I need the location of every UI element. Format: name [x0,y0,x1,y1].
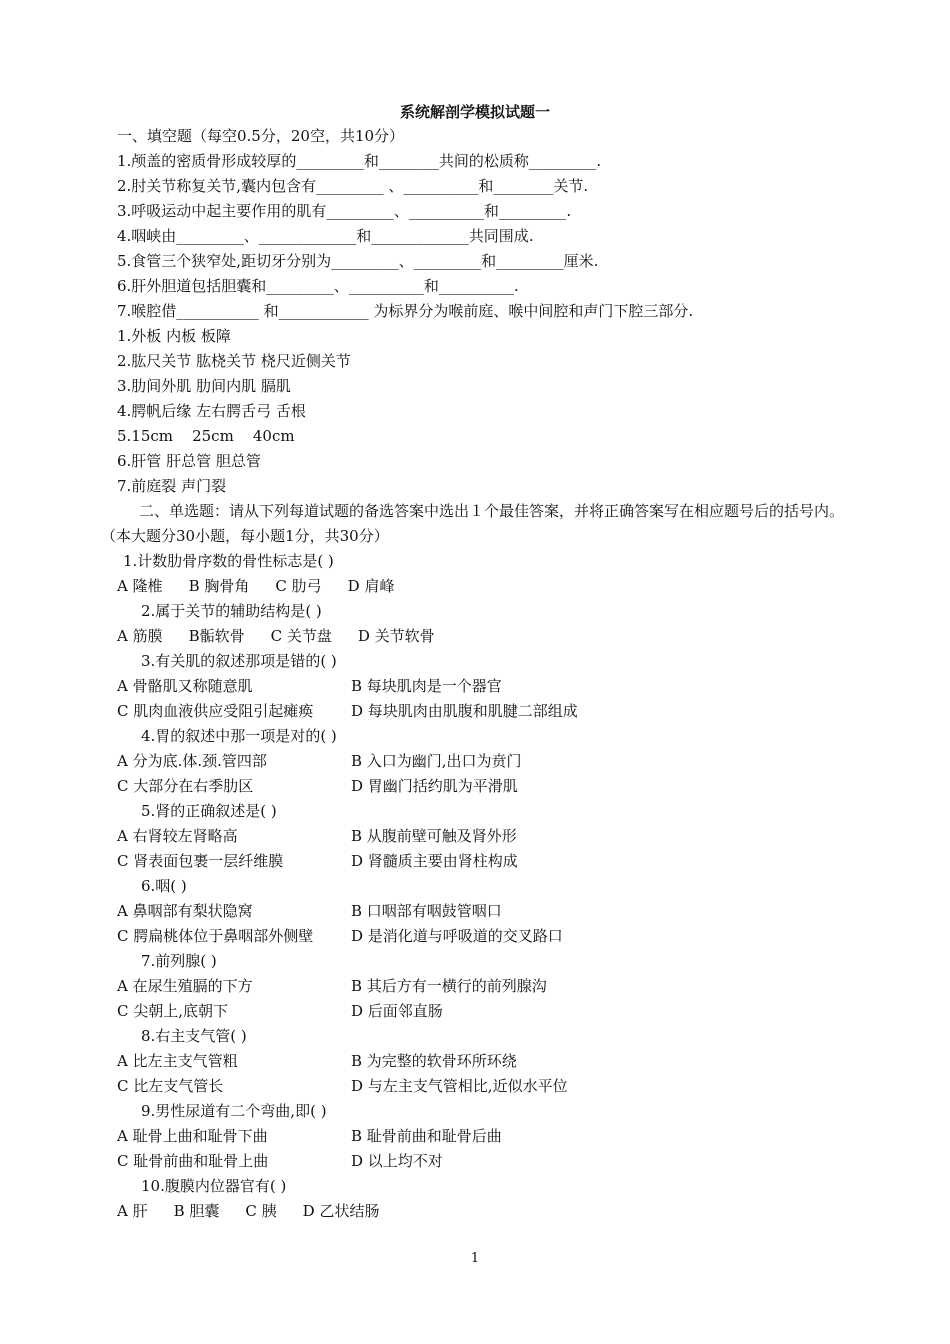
answer-option: C 比左支气管长 [117,1077,224,1095]
question-stem: 1.计数肋骨序数的骨性标志是( ) [123,552,334,570]
answer-option: A 在尿生殖膈的下方 [117,977,253,995]
answer-option: A 比左主支气管粗 [117,1052,238,1070]
fill-question: 3.呼吸运动中起主要作用的肌有_________、__________和_________. [117,202,572,220]
section1-heading: 一、填空题（每空0.5分，20空，共10分） [117,127,405,145]
option-row [117,849,857,874]
fill-answer: 6.肝管 肝总管 胆总管 [117,452,261,470]
answer-option: C 大部分在右季肋区 [117,777,254,795]
answer-option: C 胰 [245,1202,277,1220]
option-row [117,899,857,924]
fill-question: 7.喉腔借___________ 和____________ 为标界分为喉前庭、喉中间腔和声门下腔三部分. [117,302,694,320]
option-row [117,924,857,949]
answer-option: B 胆囊 [173,1202,220,1220]
answer-option: B 为完整的软骨环所环绕 [351,1052,517,1070]
option-row [117,1149,857,1174]
fill-in-answers [117,324,857,499]
question-stem: 2.属于关节的辅助结构是( ) [141,602,322,620]
answer-option: B 胸骨角 [188,577,250,595]
question-stem: 4.胃的叙述中那一项是对的( ) [141,727,337,745]
fill-answer: 1.外板 内板 板障 [117,327,231,345]
answer-option: D 肩峰 [347,577,395,595]
answer-option: C 肾表面包裹一层纤维膜 [117,852,284,870]
answer-option: A 右肾较左肾略高 [117,827,238,845]
page-title: 系统解剖学模拟试题一 [399,103,550,121]
option-row [117,974,857,999]
question-stem: 5.肾的正确叙述是( ) [141,802,277,820]
answer-option: A 肝 [117,1202,148,1220]
answer-option: C 腭扁桃体位于鼻咽部外侧壁 [117,927,314,945]
answer-option: B 其后方有一横行的前列腺沟 [351,977,547,995]
fill-question: 5.食管三个狭窄处,距切牙分别为_________、_________和_________厘米. [117,252,599,270]
answer-option: D 后面邻直肠 [351,1002,443,1020]
answer-option: B 耻骨前曲和耻骨后曲 [351,1127,502,1145]
question-stem: 6.咽( ) [141,877,187,895]
answer-option: C 肌肉血液供应受阻引起瘫痪 [117,702,314,720]
answer-option: A 分为底.体.颈.管四部 [117,752,267,770]
fill-answer: 4.腭帆后缘 左右腭舌弓 舌根 [117,402,306,420]
option-row [117,1124,857,1149]
option-row [117,749,857,774]
option-row [117,1049,857,1074]
answer-option: D 关节软骨 [357,627,435,645]
question-stem: 10.腹膜内位器官有( ) [141,1177,287,1195]
answer-option: C 肋弓 [275,577,322,595]
answer-option: D 是消化道与呼吸道的交叉路口 [351,927,563,945]
question-stem: 3.有关肌的叙述那项是错的( ) [141,652,337,670]
option-row [117,574,857,599]
question-stem: 9.男性尿道有二个弯曲,即( ) [141,1102,327,1120]
fill-answer: 2.肱尺关节 肱桡关节 桡尺近侧关节 [117,352,351,370]
answer-option: A 筋膜 [117,627,163,645]
question-stem: 8.右主支气管( ) [141,1027,247,1045]
document-body [101,124,857,1224]
multiple-choice-questions [117,549,857,1224]
option-row [117,824,857,849]
option-row [117,1199,857,1224]
fill-answer: 7.前庭裂 声门裂 [117,477,227,495]
fill-question: 4.咽峡由_________、_____________和_____________共同围成. [117,227,534,245]
answer-option: A 鼻咽部有梨状隐窝 [117,902,253,920]
answer-option: C 耻骨前曲和耻骨上曲 [117,1152,269,1170]
answer-option: A 骨骼肌又称随意肌 [117,677,253,695]
answer-option: D 肾髓质主要由肾柱构成 [351,852,518,870]
section2-heading: 二、单选题：请从下列每道试题的备选答案中选出１个最佳答案，并将正确答案写在相应题号后的括号内。（本大题分30小题，每小题1分，共30分） [101,502,845,545]
option-row [117,999,857,1024]
fill-in-questions [117,149,857,324]
answer-option: B骺软骨 [188,627,245,645]
fill-question: 2.肘关节称复关节,囊内包含有_________ 、__________和________关节. [117,177,589,195]
option-row [117,699,857,724]
answer-option: D 与左主支气管相比,近似水平位 [351,1077,568,1095]
answer-option: D 乙状结肠 [302,1202,380,1220]
answer-option: D 胃幽门括约肌为平滑肌 [351,777,518,795]
answer-option: A 耻骨上曲和耻骨下曲 [117,1127,268,1145]
option-row [117,624,857,649]
answer-option: A 隆椎 [117,577,163,595]
fill-question: 1.颅盖的密质骨形成较厚的_________和________共间的松质称_________. [117,152,602,170]
option-row [117,674,857,699]
fill-question: 6.肝外胆道包括胆囊和_________、__________和__________. [117,277,519,295]
page-number: 1 [470,1251,480,1266]
answer-option: B 每块肌肉是一个器官 [351,677,502,695]
answer-option: C 关节盘 [270,627,332,645]
answer-option: B 口咽部有咽鼓管咽口 [351,902,502,920]
option-row [117,774,857,799]
fill-answer: 3.肋间外肌 肋间内肌 膈肌 [117,377,291,395]
answer-option: D 每块肌肉由肌腹和肌腱二部组成 [351,702,578,720]
answer-option: B 入口为幽门,出口为贲门 [351,752,522,770]
fill-answer: 5.15cm 25cm 40cm [117,427,295,445]
answer-option: B 从腹前壁可触及肾外形 [351,827,517,845]
question-stem: 7.前列腺( ) [141,952,217,970]
answer-option: C 尖朝上,底朝下 [117,1002,229,1020]
answer-option: D 以上均不对 [351,1152,443,1170]
option-row [117,1074,857,1099]
